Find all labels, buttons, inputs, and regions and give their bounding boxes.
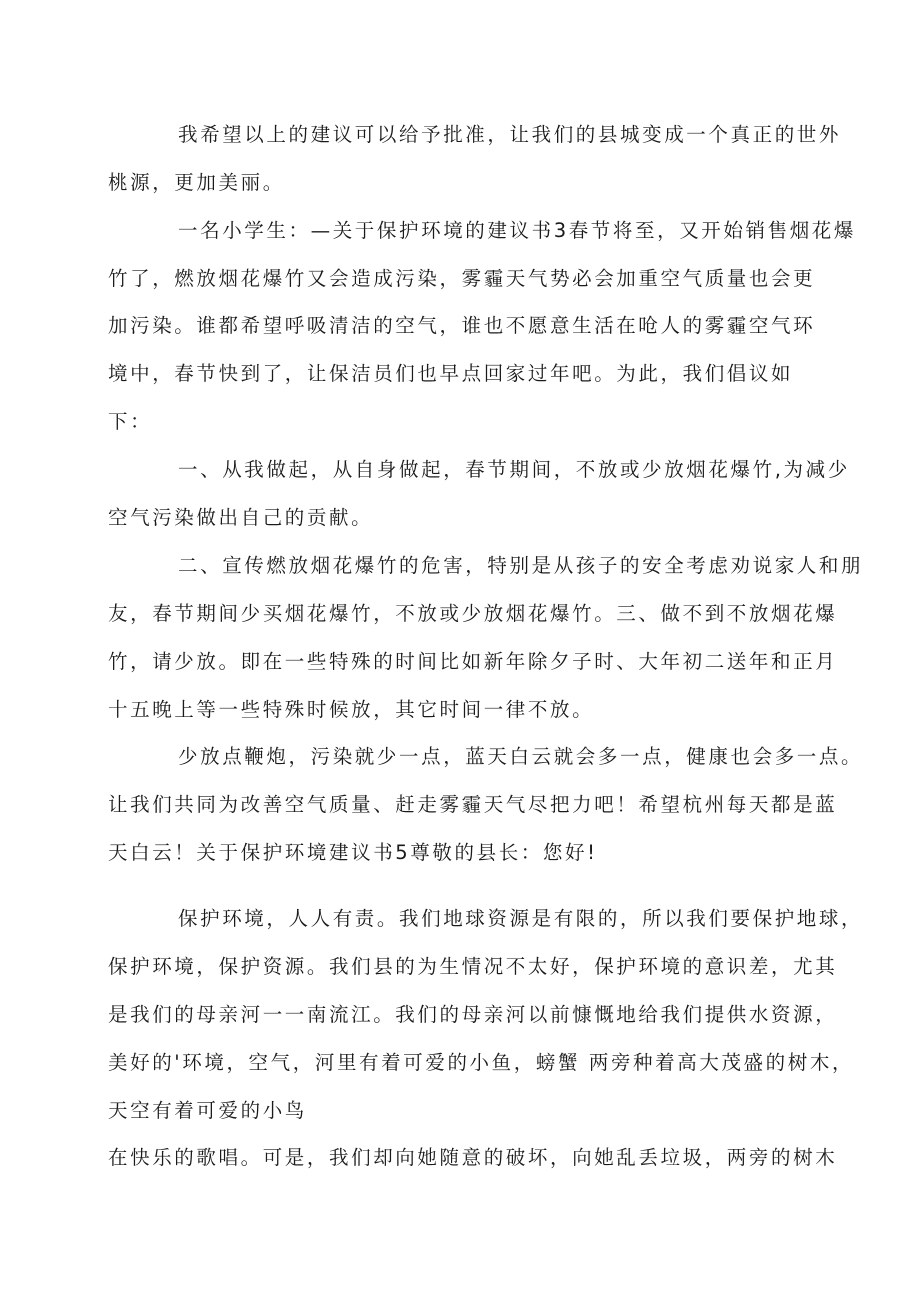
text-line: 保护环境，人人有责。我们地球资源是有限的，所以我们要保护地球， — [178, 907, 864, 930]
text-line: 天白云！关于保护环境建议书5尊敬的县长：您好! — [108, 841, 598, 864]
text-line: 在快乐的歌唱。可是，我们却向她随意的破坏，向她乱丢垃圾，两旁的树木 — [108, 1146, 838, 1169]
text-line: 二、宣传燃放烟花爆竹的危害，特别是从孩子的安全考虑劝说家人和朋 — [178, 554, 864, 577]
text-line: 我希望以上的建议可以给予批准，让我们的县城变成一个真正的世外 — [178, 123, 842, 146]
text-line: 竹，请少放。即在一些特殊的时间比如新年除夕子时、大年初二送年和正月 — [108, 650, 838, 673]
text-line: 天空有着可爱的小鸟 — [108, 1099, 307, 1122]
text-line: 加污染。谁都希望呼吸清洁的空气，谁也不愿意生活在呛人的雾霾空气环 — [108, 314, 816, 337]
text-line: 下： — [108, 410, 153, 433]
text-line: 空气污染做出自己的贡献。 — [108, 506, 374, 529]
text-line: 少放点鞭炮，污染就少一点，蓝天白云就会多一点，健康也会多一点。 — [178, 745, 864, 768]
text-line: 美好的'环境，空气，河里有着可爱的小鱼，螃蟹 两旁种着高大茂盛的树木， — [108, 1051, 855, 1074]
text-line: 竹了，燃放烟花爆竹又会造成污染，雾霾天气势必会加重空气质量也会更 — [108, 267, 816, 290]
text-line: 一、从我做起，从自身做起，春节期间，不放或少放烟花爆竹,为减少 — [178, 458, 850, 481]
text-line: 桃源，更加美丽。 — [108, 171, 285, 194]
text-line: 保护环境，保护资源。我们县的为生情况不太好，保护环境的意识差，尤其 — [108, 955, 838, 978]
text-line: 十五晚上等一些特殊时候放，其它时间一律不放。 — [108, 698, 595, 721]
text-line: 是我们的母亲河一一南流江。我们的母亲河以前慷慨地给我们提供水资源， — [108, 1003, 838, 1026]
text-line: 一名小学生：—关于保护环境的建议书3春节将至，又开始销售烟花爆 — [178, 219, 857, 242]
text-line: 让我们共同为改善空气质量、赶走雾霾天气尽把力吧！希望杭州每天都是蓝 — [108, 793, 838, 816]
text-line: 友，春节期间少买烟花爆竹，不放或少放烟花爆竹。三、做不到不放烟花爆 — [108, 602, 838, 625]
text-line: 境中，春节快到了，让保洁员们也早点回家过年吧。为此，我们倡议如 — [108, 362, 794, 385]
